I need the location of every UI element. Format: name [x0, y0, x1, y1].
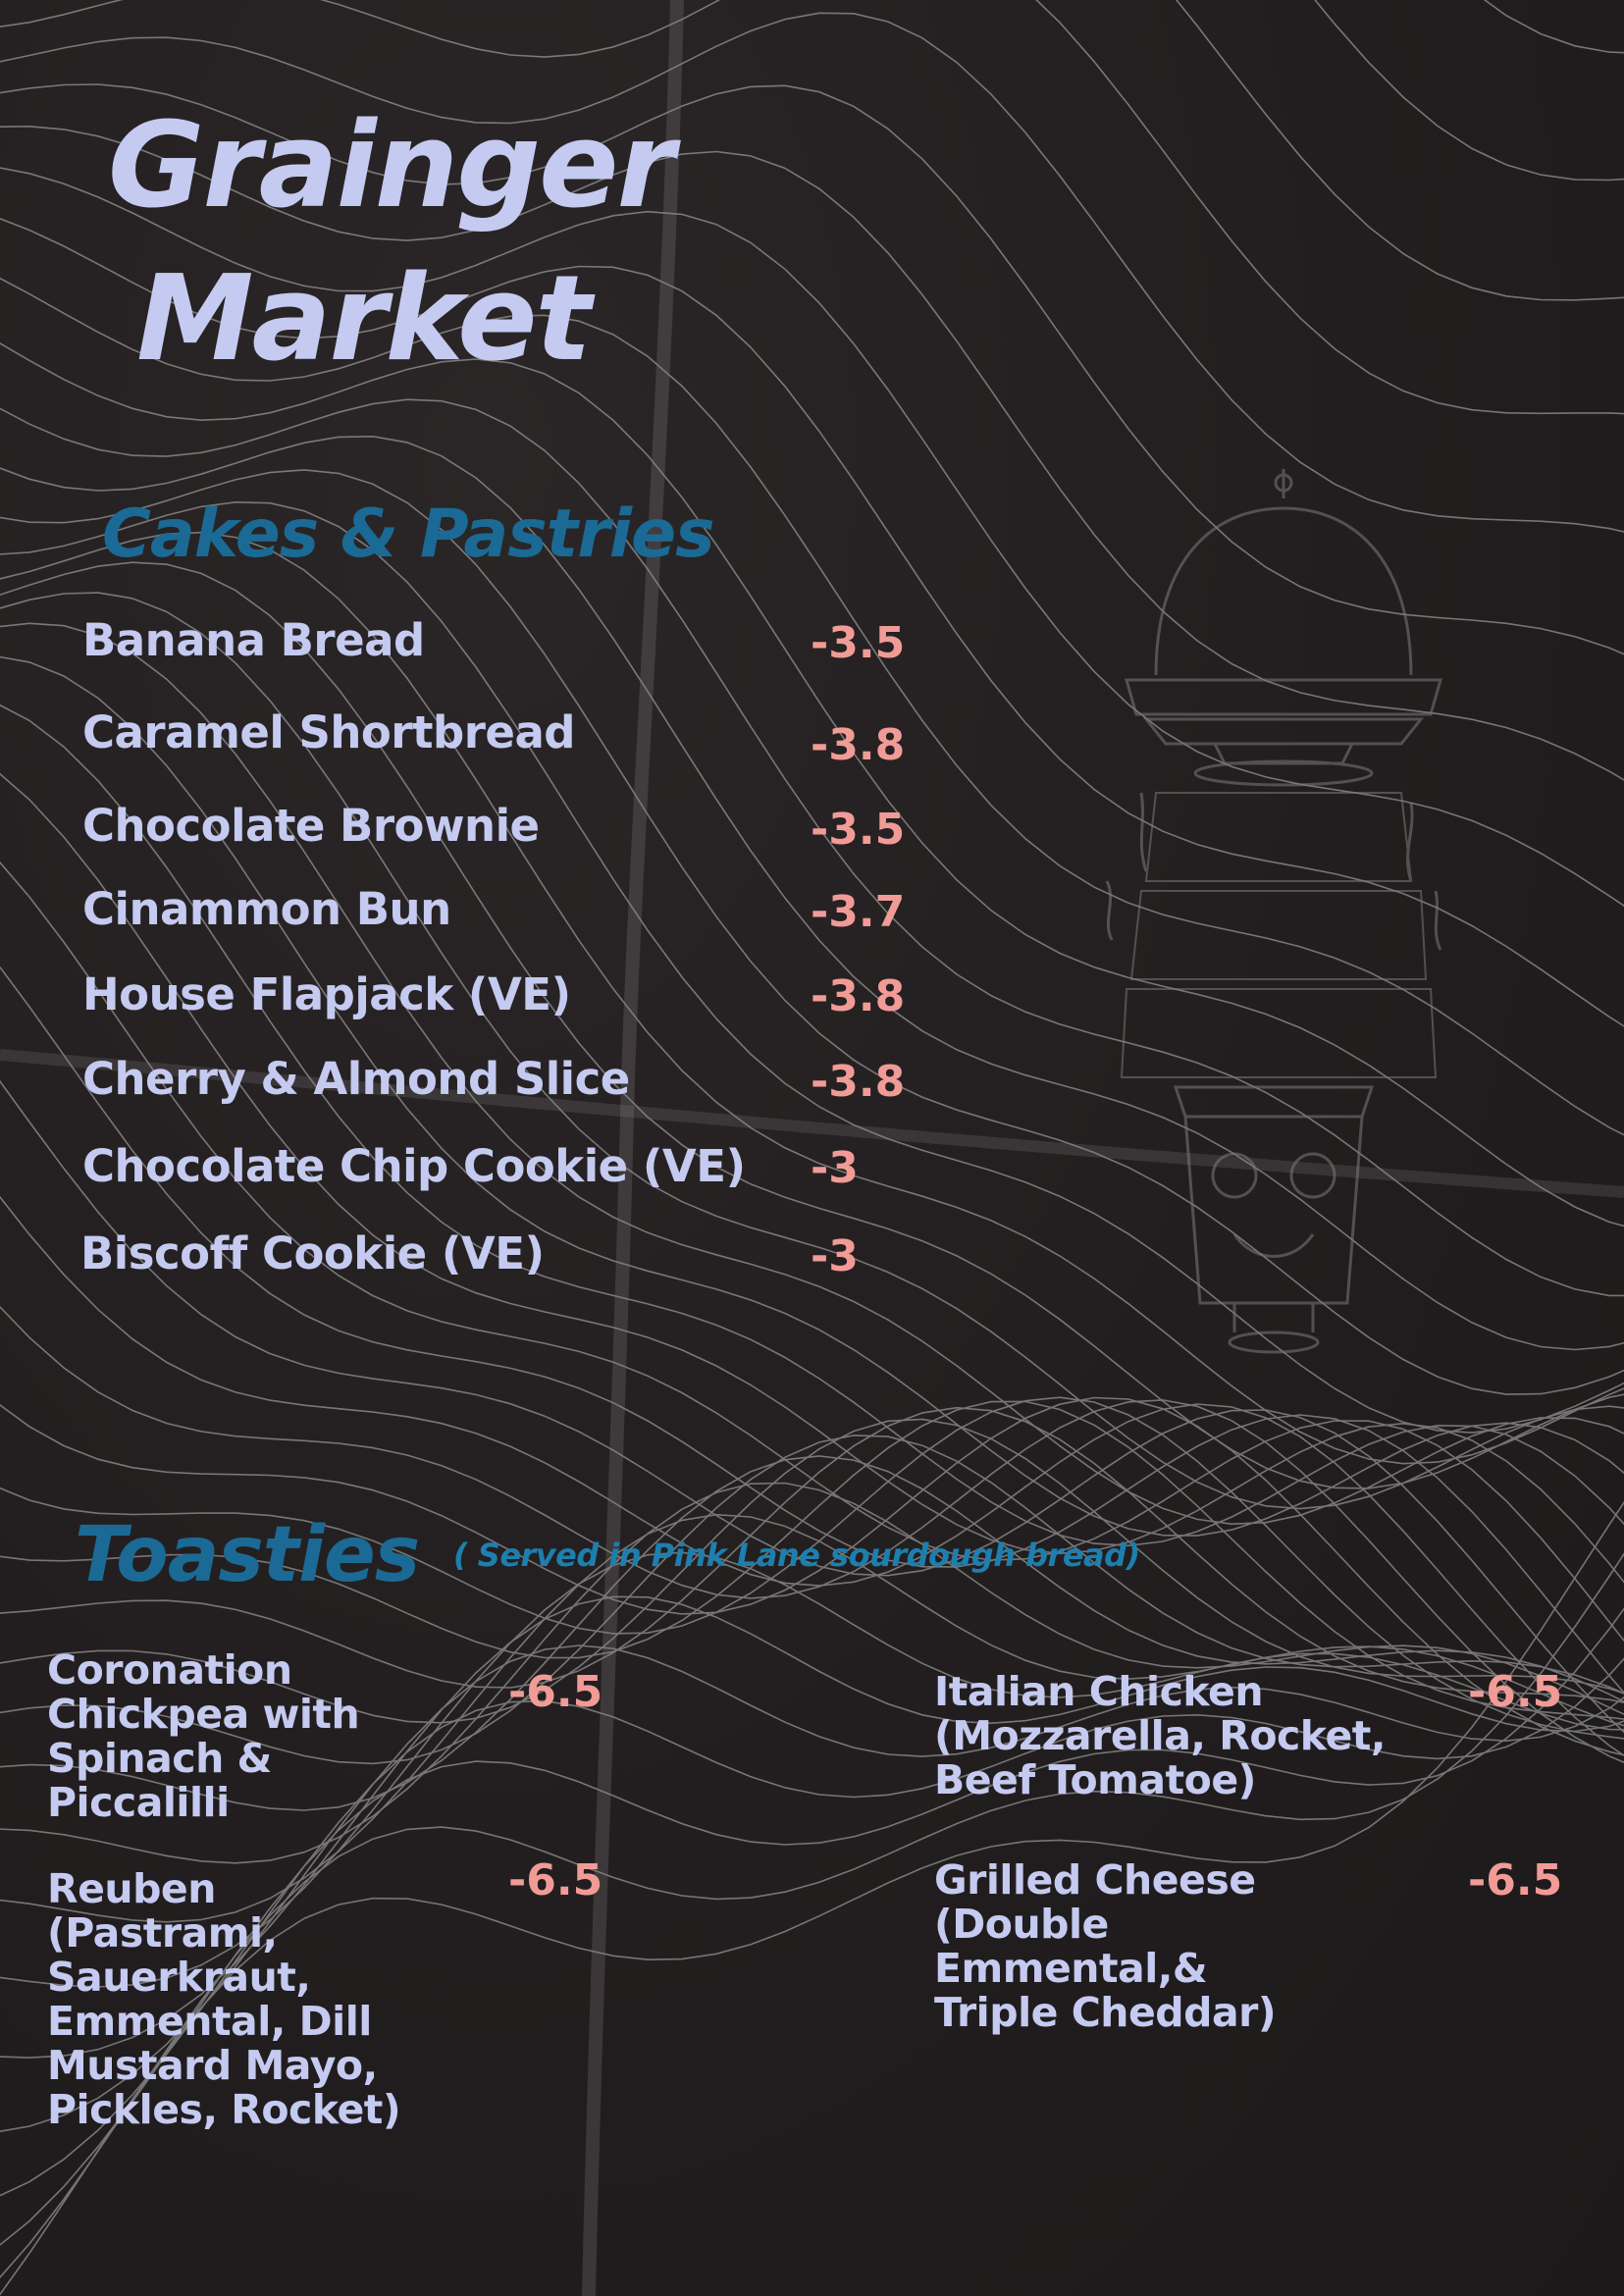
menu-item-price: -3.5 — [811, 618, 906, 668]
menu-item-name: Cherry & Almond Slice — [82, 1053, 630, 1105]
menu-item-name: Chocolate Chip Cookie (VE) — [82, 1140, 746, 1192]
menu-item-price: -3.5 — [811, 805, 906, 855]
toastie-item-price: -6.5 — [1468, 1855, 1563, 1905]
north-shore-coffee-co-logo — [1087, 469, 1460, 1372]
title-line-2: Market — [136, 251, 590, 388]
title-line-1: Grainger — [108, 98, 673, 235]
menu-item-price: -3.8 — [811, 1057, 906, 1107]
menu-item-name: Cinammon Bun — [82, 883, 451, 935]
toasties-heading: Toasties — [75, 1511, 420, 1599]
menu-item-price: -3 — [811, 1231, 859, 1281]
menu-item-name: House Flapjack (VE) — [82, 968, 571, 1020]
toastie-item-price: -6.5 — [508, 1667, 603, 1717]
menu-item-name: Caramel Shortbread — [82, 706, 576, 758]
menu-item-name: Chocolate Brownie — [82, 800, 540, 852]
menu-item-name: Banana Bread — [82, 614, 425, 666]
toastie-item-name: Reuben (Pastrami, Sauerkraut, Emmental, Dill Mustard Mayo, Pickles, Rocket) — [47, 1865, 401, 2133]
toastie-item-price: -6.5 — [508, 1855, 603, 1905]
menu-item-price: -3.7 — [811, 887, 906, 937]
page-title — [108, 90, 673, 396]
toastie-item-name: Italian Chicken (Mozzarella, Rocket, Beef Tomatoe) — [934, 1668, 1386, 1803]
menu-item-name: Biscoff Cookie (VE) — [80, 1227, 545, 1279]
menu-item-price: -3 — [811, 1143, 859, 1193]
toasties-note: ( Served in Pink Lane sourdough bread) — [453, 1537, 1140, 1574]
toastie-item-name: Coronation Chickpea with Spinach & Piccalilli — [47, 1646, 360, 1826]
contour-line — [0, 0, 1624, 53]
menu-item-price: -3.8 — [811, 971, 906, 1021]
menu-item-price: -3.8 — [811, 720, 906, 770]
toastie-item-name: Grilled Cheese (Double Emmental,& Triple Cheddar) — [934, 1856, 1277, 2036]
toastie-item-price: -6.5 — [1468, 1667, 1563, 1717]
cakes-heading: Cakes & Pastries — [102, 496, 714, 573]
